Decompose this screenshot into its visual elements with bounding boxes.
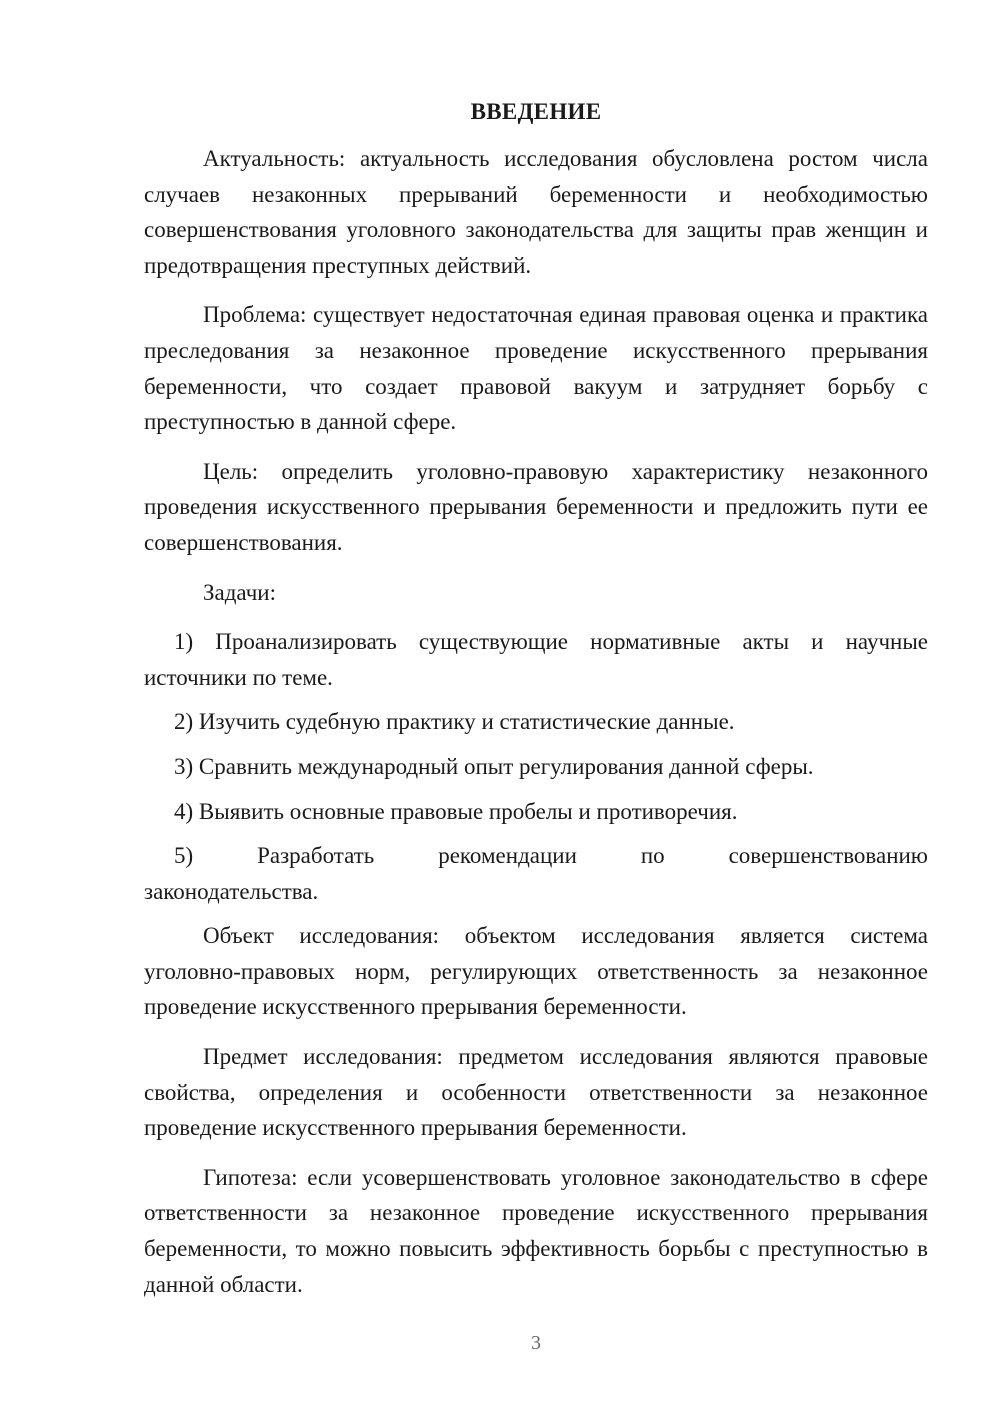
document-body	[144, 141, 928, 1316]
section-title: ВВЕДЕНИЕ	[470, 99, 602, 124]
task-item-5: 5) Разработать рекомендации по совершенствованию законодательства.	[144, 843, 928, 904]
task-item-1: 1) Проанализировать существующие нормативные акты и научные источники по теме.	[144, 629, 928, 690]
paragraph-problem: Проблема: существует недостаточная единая правовая оценка и практика преследования за незаконное проведение искусственного прерывания беременности, что создает правовой вакуум и затрудняет борьбу с преступностью в данной сфере.	[144, 302, 928, 435]
paragraph-tasks-heading: Задачи:	[203, 579, 276, 605]
paragraph-relevance: Актуальность: актуальность исследования обусловлена ростом числа случаев незаконных прерываний беременности и необходимостью совершенствования уголовного законодательства для защиты прав женщин и предотвращения преступных действий.	[144, 146, 928, 278]
paragraph-subject: Предмет исследования: предметом исследования являются правовые свойства, определения и особенности ответственности за незаконное проведение искусственного прерывания беременности.	[144, 1044, 928, 1141]
paragraph-hypothesis: Гипотеза: если усовершенствовать уголовное законодательство в сфере ответственности за незаконное проведение искусственного прерывания беременности, то можно повысить эффективность борьбы с преступностью в данной области.	[144, 1164, 928, 1297]
page-number: 3	[531, 1332, 541, 1354]
paragraph-object: Объект исследования: объектом исследования является система уголовно-правовых норм, регулирующих ответственность за незаконное проведение искусственного прерывания беременности.	[144, 923, 928, 1020]
task-item-2: 2) Изучить судебную практику и статистические данные.	[174, 709, 735, 735]
task-item-3: 3) Сравнить международный опыт регулирования данной сферы.	[174, 753, 814, 779]
paragraph-goal: Цель: определить уголовно-правовую характеристику незаконного проведения искусственного прерывания беременности и предложить пути ее совершенствования.	[144, 458, 928, 555]
task-item-4: 4) Выявить основные правовые пробелы и противоречия.	[174, 798, 738, 824]
